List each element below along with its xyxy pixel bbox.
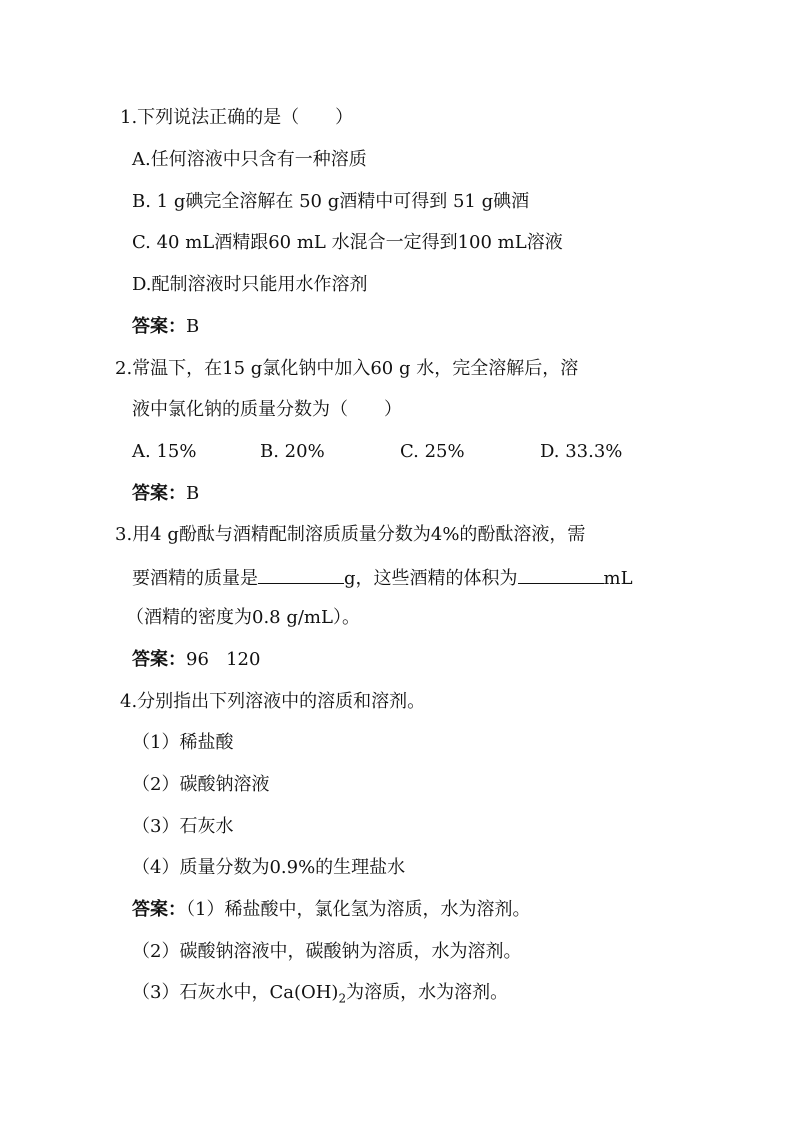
question-4-item-3: （3）石灰水 xyxy=(132,816,234,837)
answer-value: B xyxy=(186,483,200,504)
question-4-item-1: （1）稀盐酸 xyxy=(132,732,234,753)
question-3-stem-line-1: 3.用4 g酚酞与酒精配制溶质质量分数为4%的酚酞溶液，需 xyxy=(115,524,586,545)
question-2-stem-line-1: 2.常温下，在15 g氯化钠中加入60 g 水，完全溶解后，溶 xyxy=(115,358,579,379)
answer-text-pre: （3）石灰水中，Ca(OH) xyxy=(132,982,339,1003)
question-1-answer xyxy=(132,315,199,339)
question-4-item-4: （4）质量分数为0.9%的生理盐水 xyxy=(132,857,406,878)
stem-text-post: mL xyxy=(603,568,633,589)
answer-label: 答案： xyxy=(132,316,186,337)
question-2-option-d: D. 33.3% xyxy=(540,441,623,462)
answer-label: 答案： xyxy=(132,899,186,920)
question-2-answer xyxy=(132,482,199,506)
question-1-option-b: B. 1 g碘完全溶解在 50 g酒精中可得到 51 g碘酒 xyxy=(132,191,530,212)
formula-subscript: 2 xyxy=(338,991,347,1006)
question-4-answer-1 xyxy=(132,898,530,922)
answer-value: 96 120 xyxy=(186,649,261,670)
question-3-answer xyxy=(132,648,260,672)
question-2-option-c: C. 25% xyxy=(400,441,465,462)
question-1-option-c: C. 40 mL酒精跟60 mL 水混合一定得到100 mL溶液 xyxy=(132,232,563,253)
answer-value: （1）稀盐酸中，氯化氢为溶质，水为溶剂。 xyxy=(186,899,531,920)
fill-blank-volume[interactable] xyxy=(518,565,604,584)
question-4-answer-2: （2）碳酸钠溶液中，碳酸钠为溶质，水为溶剂。 xyxy=(132,941,522,962)
question-1-option-a: A.任何溶液中只含有一种溶质 xyxy=(132,149,367,170)
fill-blank-mass[interactable] xyxy=(258,565,344,584)
answer-label: 答案： xyxy=(132,483,186,504)
question-2-option-a: A. 15% xyxy=(132,441,197,462)
question-4-stem: 4.分别指出下列溶液中的溶质和溶剂。 xyxy=(120,691,426,712)
stem-text-mid: g，这些酒精的体积为 xyxy=(344,568,518,589)
question-4-answer-3 xyxy=(132,981,508,1011)
answer-text-post: 为溶质，水为溶剂。 xyxy=(346,982,509,1003)
question-3-stem-line-2 xyxy=(132,565,633,591)
question-2-stem-line-2: 液中氯化钠的质量分数为（ ） xyxy=(132,399,402,420)
answer-value: B xyxy=(186,316,200,337)
question-2-option-b: B. 20% xyxy=(260,441,325,462)
answer-label: 答案： xyxy=(132,649,186,670)
question-3-stem-line-3: （酒精的密度为0.8 g/mL）。 xyxy=(126,607,360,628)
question-1-stem: 1.下列说法正确的是（ ） xyxy=(120,107,354,128)
stem-text-pre: 要酒精的质量是 xyxy=(132,568,258,589)
question-4-item-2: （2）碳酸钠溶液 xyxy=(132,774,270,795)
question-1-option-d: D.配制溶液时只能用水作溶剂 xyxy=(132,274,368,295)
